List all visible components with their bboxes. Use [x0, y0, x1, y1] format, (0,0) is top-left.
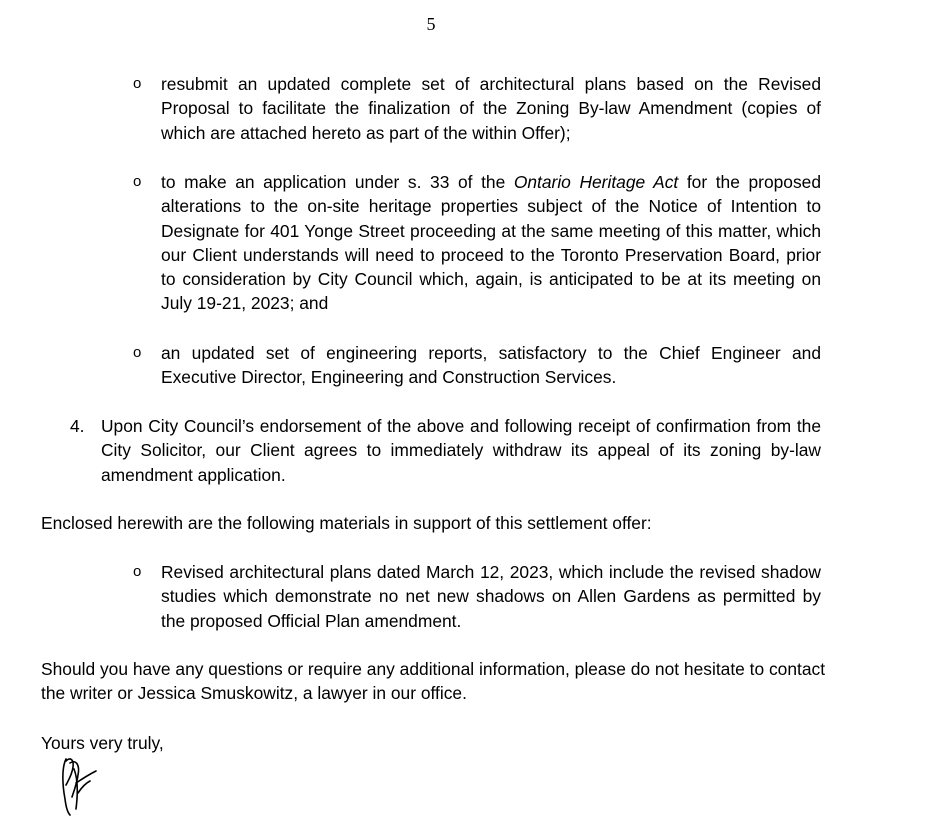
bullet-text-engineering-reports: an updated set of engineering reports, satisfactory to the Chief Engineer and Executive Director, Engineering and Construction Services. [161, 343, 821, 388]
numbered-item-text: Upon City Council’s endorsement of the above and following receipt of confirmation from the City Solicitor, our Client agrees to immediately withdraw its appeal of its zoning by-law amendment application. [101, 416, 821, 485]
bullet-text-architectural-plans: resubmit an updated complete set of architectural plans based on the Revised Proposal to facilitate the finalization of the Zoning By-law Amendment (copies of which are attached hereto as part of the within Offer); [161, 74, 821, 143]
bullet-marker: o [133, 75, 142, 92]
sign-off: Yours very truly, [41, 733, 164, 753]
bullet-marker: o [133, 173, 142, 190]
heritage-text-after: for the proposed alterations to the on-site heritage properties subject of the Notice of Intention to Designate for 401 Yonge Street proceeding at the same meeting of this matter, which our Client understands will need to proceed to the Toronto Preservation Board, prior to consideration by City Council which, again, is anticipated to be at its meeting on July 19-21, 2023; and [161, 172, 821, 314]
enclosed-item-text: Revised architectural plans dated March 12, 2023, which include the revised shadow studies which demonstrate no net new shadows on Allen Gardens as permitted by the proposed Official Plan amendment. [161, 562, 821, 631]
numbered-item-number: 4. [70, 416, 85, 436]
bullet-text-heritage-application [161, 170, 821, 316]
closing-paragraph: Should you have any questions or require any additional information, please do not hesitate to contact the writer or Jessica Smuskowitz, a lawyer in our office. [41, 659, 826, 704]
heritage-act-title: Ontario Heritage Act [513, 172, 679, 192]
bullet-marker: o [133, 344, 142, 361]
enclosed-intro: Enclosed herewith are the following materials in support of this settlement offer: [41, 513, 652, 533]
heritage-text-before: to make an application under s. 33 of the [161, 172, 514, 192]
bullet-marker: o [133, 563, 142, 580]
signature-image [56, 753, 104, 817]
page-number: 5 [426, 14, 436, 34]
